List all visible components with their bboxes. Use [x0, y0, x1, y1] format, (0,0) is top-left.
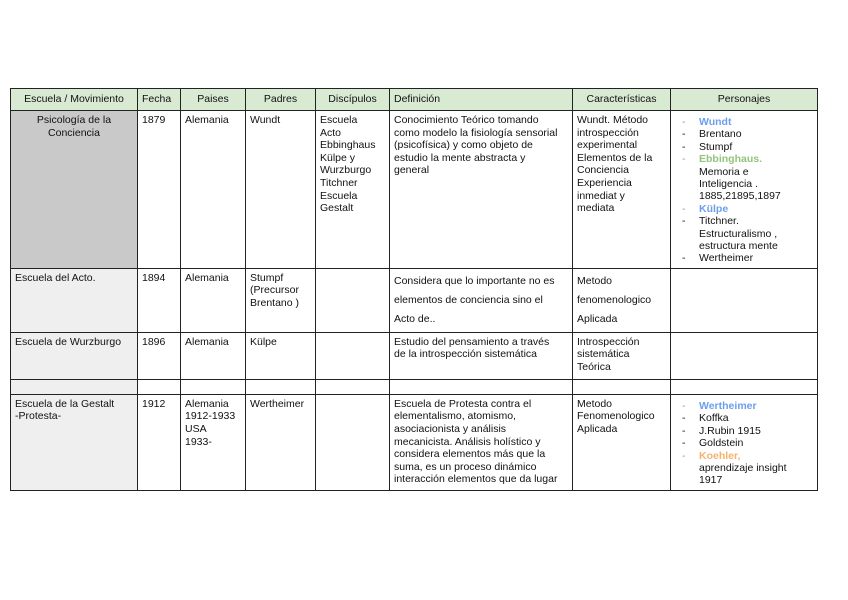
cell-text: Wundt — [250, 114, 281, 126]
discipulos-cell — [316, 394, 390, 490]
cell-text: experimental — [577, 139, 638, 152]
cell-text: Aplicada — [577, 423, 618, 436]
cell-text: Titchner — [320, 176, 358, 189]
paises-cell — [181, 268, 246, 332]
cell-text: 1933- — [185, 435, 212, 448]
list-item — [675, 450, 813, 487]
discipulos-cell — [316, 268, 390, 332]
cell-text: 1912 — [142, 397, 166, 410]
list-item — [675, 400, 813, 412]
table-row — [11, 394, 818, 490]
cell-text: Escuela — [320, 114, 358, 126]
personaje-name: - Wertheimer — [699, 399, 757, 412]
definicion-cell — [390, 332, 573, 379]
cell-text: Alemania — [185, 397, 229, 410]
cell-text: Escuela de la Gestalt — [15, 397, 115, 410]
cell-text: considera elementos más que la — [394, 448, 546, 461]
padres-cell — [246, 379, 316, 394]
personaje-name: - Titchner. — [699, 215, 739, 228]
padres-cell — [246, 111, 316, 269]
cell-text: sistemática — [577, 348, 630, 361]
cell-text: como modelo la fisiología sensorial — [394, 126, 558, 139]
cell-text: Acto de.. — [394, 312, 436, 325]
list-item — [675, 412, 813, 424]
personaje-detail: 1917 — [699, 474, 723, 487]
padres-cell — [246, 394, 316, 490]
cell-text: suma, es un proceso dinámico — [394, 460, 537, 473]
cell-text: introspección — [577, 126, 639, 139]
cell-text: Escuela de Wurzburgo — [15, 335, 122, 348]
personajes-cell — [671, 268, 818, 332]
escuela-cell — [11, 268, 138, 332]
header-discipulos: Discípulos — [316, 89, 390, 111]
list-item — [675, 128, 813, 140]
escuela-cell — [11, 111, 138, 269]
escuela-cell — [11, 332, 138, 379]
cell-text: Gestalt — [320, 202, 354, 215]
list-item — [675, 116, 813, 128]
header-escuela: Escuela / Movimiento — [11, 89, 138, 111]
personajes-cell — [671, 111, 818, 269]
cell-text: Escuela — [320, 189, 358, 202]
table-row — [11, 268, 818, 332]
cell-text: Külpe — [250, 335, 277, 348]
escuela-cell — [11, 379, 138, 394]
cell-text: Ebbinghaus — [320, 139, 376, 152]
padres-cell — [246, 332, 316, 379]
list-item — [675, 141, 813, 153]
cell-text: estudio la mente abstracta y — [394, 151, 526, 164]
cell-text: Introspección — [577, 335, 640, 348]
cell-text: Escuela del Acto. — [15, 271, 96, 284]
personaje-name: - Wertheimer — [699, 252, 754, 265]
padres-cell — [246, 268, 316, 332]
table-row — [11, 111, 818, 269]
cell-text: Teórica — [577, 361, 611, 374]
cell-text: mediata — [577, 202, 615, 215]
cell-text: (psicofísica) y como objeto de — [394, 139, 533, 152]
definicion-cell — [390, 379, 573, 394]
cell-text: Wundt. Método — [577, 114, 649, 126]
personaje-name: - Wundt — [699, 116, 732, 128]
escuela-cell — [11, 394, 138, 490]
header-row — [11, 89, 818, 111]
table-body — [11, 111, 818, 491]
table-row — [11, 379, 818, 394]
cell-text: Külpe y — [320, 151, 356, 164]
discipulos-cell — [316, 111, 390, 269]
cell-text: Fenomenologico — [577, 410, 655, 423]
cell-text: Aplicada — [577, 312, 618, 325]
cell-text: Conocimiento Teórico tomando — [394, 114, 539, 126]
caracteristicas-cell — [573, 111, 671, 269]
personajes-cell — [671, 394, 818, 490]
cell-text: Metodo — [577, 274, 613, 287]
personajes-list — [675, 400, 813, 487]
caracteristicas-cell — [573, 268, 671, 332]
header-padres: Padres — [246, 89, 316, 111]
cell-text: Metodo — [577, 397, 613, 410]
personaje-detail: Memoria e — [699, 165, 749, 178]
cell-text: -Protesta- — [15, 410, 62, 423]
schools-table — [10, 88, 818, 491]
personaje-detail: Estructuralismo , — [699, 227, 778, 240]
caracteristicas-cell — [573, 332, 671, 379]
cell-text: fenomenologico — [577, 293, 652, 306]
cell-text: Alemania — [185, 335, 229, 348]
personajes-cell — [671, 332, 818, 379]
cell-text: mecanicista. Análisis holístico y — [394, 435, 541, 448]
discipulos-cell — [316, 332, 390, 379]
cell-text: Escuela de Protesta contra el — [394, 397, 532, 410]
personaje-name: - J.Rubin 1915 — [699, 424, 761, 437]
cell-text: (Precursor — [250, 284, 300, 297]
cell-text: USA — [185, 423, 207, 436]
cell-text: 1912-1933 — [185, 410, 236, 423]
cell-text: Brentano ) — [250, 297, 300, 310]
cell-text: Experiencia — [577, 176, 632, 189]
list-item — [675, 252, 813, 264]
paises-cell — [181, 394, 246, 490]
cell-text: elementos de conciencia sino el — [394, 293, 543, 306]
header-caracteristicas: Características — [573, 89, 671, 111]
cell-text: 1879 — [142, 114, 166, 126]
personaje-name: - Koehler, — [699, 449, 741, 462]
caracteristicas-cell — [573, 379, 671, 394]
personajes-list — [675, 116, 813, 265]
cell-text: Wertheimer — [250, 397, 305, 410]
caracteristicas-cell — [573, 394, 671, 490]
cell-text: Acto — [320, 126, 342, 139]
cell-text: general — [394, 164, 430, 177]
fecha-cell — [138, 394, 181, 490]
cell-text: 1894 — [142, 271, 166, 284]
personaje-name: - Külpe — [699, 202, 729, 215]
cell-text: Stumpf — [250, 271, 284, 284]
cell-text: Conciencia — [48, 126, 100, 139]
cell-text: Psicología de la — [36, 114, 112, 126]
list-item — [675, 425, 813, 437]
cell-text: Estudio del pensamiento a través — [394, 335, 550, 348]
header-definicion: Definición — [390, 89, 573, 111]
fecha-cell — [138, 268, 181, 332]
personaje-name: - Koffka — [699, 412, 729, 425]
definicion-cell — [390, 394, 573, 490]
cell-text: asociacionista y análisis — [394, 423, 507, 436]
cell-text: inmediat y — [577, 189, 625, 202]
cell-text: de la introspección sistemática — [394, 348, 537, 361]
discipulos-cell — [316, 379, 390, 394]
paises-cell — [181, 111, 246, 269]
cell-text: elementalismo, atomismo, — [394, 410, 516, 423]
list-item — [675, 215, 813, 252]
list-item — [675, 203, 813, 215]
list-item — [675, 153, 813, 203]
definicion-cell — [390, 268, 573, 332]
personajes-cell — [671, 379, 818, 394]
definicion-cell — [390, 111, 573, 269]
table-row — [11, 332, 818, 379]
paises-cell — [181, 379, 246, 394]
cell-text: interacción elementos que da lugar — [394, 473, 558, 486]
cell-text: Considera que lo importante no es — [394, 274, 555, 287]
fecha-cell — [138, 379, 181, 394]
paises-cell — [181, 332, 246, 379]
header-personajes: Personajes — [671, 89, 818, 111]
cell-text: Wurzburgo — [320, 164, 372, 177]
personaje-name: - Ebbinghaus. — [699, 153, 762, 166]
cell-text: Conciencia — [577, 164, 629, 177]
personaje-name: - Brentano — [699, 128, 742, 141]
personaje-detail: estructura mente — [699, 240, 778, 253]
cell-text: Alemania — [185, 271, 229, 284]
fecha-cell — [138, 111, 181, 269]
personaje-detail: 1885,21895,1897 — [699, 190, 781, 203]
cell-text: Elementos de la — [577, 151, 653, 164]
personaje-name: - Stumpf — [699, 140, 733, 153]
personaje-detail: aprendizaje insight — [699, 461, 787, 474]
list-item — [675, 437, 813, 449]
personaje-detail: Inteligencia . — [699, 178, 758, 191]
header-fecha: Fecha — [138, 89, 181, 111]
fecha-cell — [138, 332, 181, 379]
cell-text: Alemania — [185, 114, 229, 126]
cell-text: 1896 — [142, 335, 166, 348]
header-paises: Paises — [181, 89, 246, 111]
personaje-name: - Goldstein — [699, 437, 744, 450]
